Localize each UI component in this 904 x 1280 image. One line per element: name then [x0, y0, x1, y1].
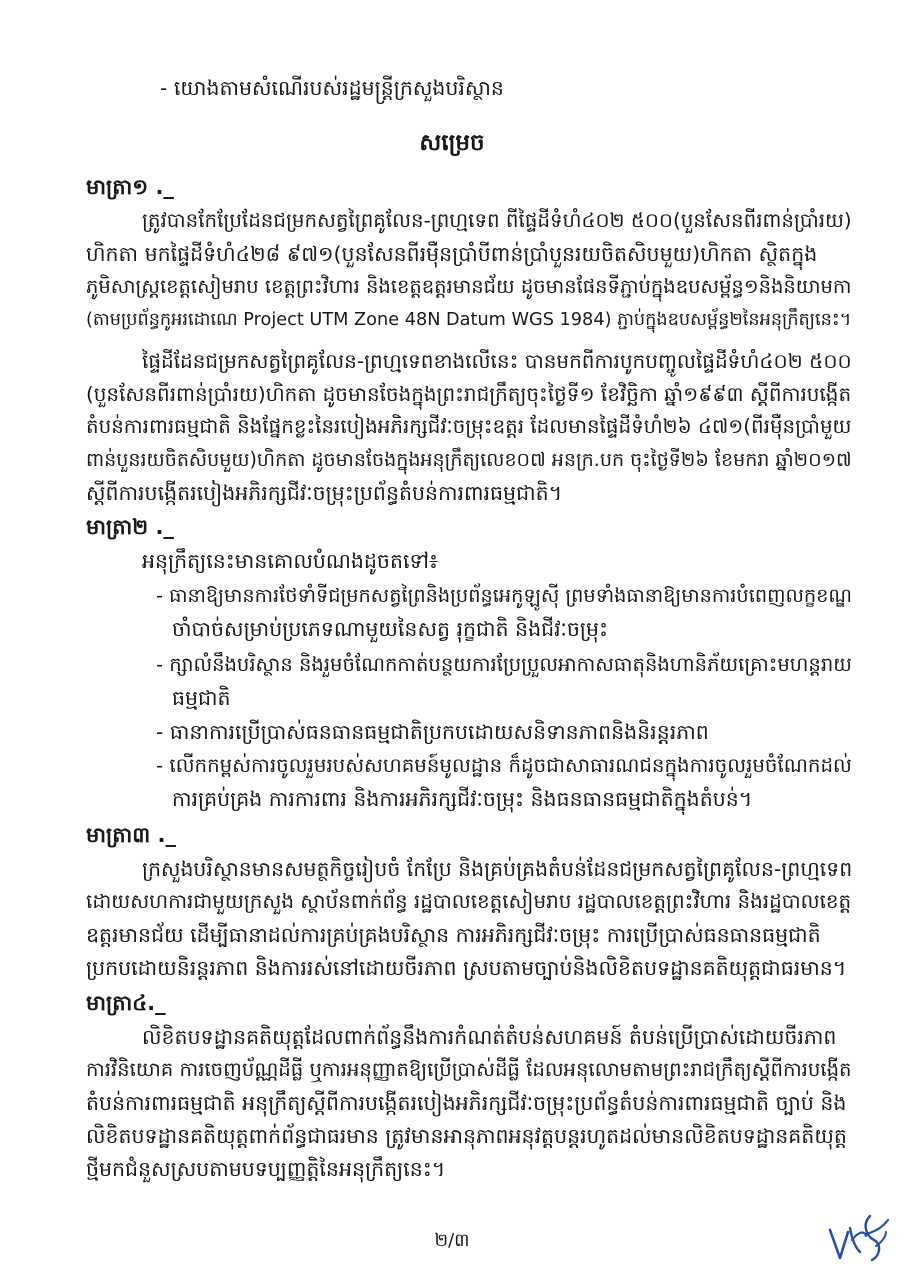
article-2-bullet-line: ការគ្រប់គ្រង ការការពារ និងការអភិរក្សជីវៈចម្រុះ និងធនធានធម្មជាតិក្នុងតំបន់។	[172, 787, 753, 811]
article-2-bullet-line: ចាំបាច់សម្រាប់ប្រភេទណាមួយនៃសត្វ រុក្ខជាតិ និងជីវៈចម្រុះ	[172, 617, 608, 641]
article-2-bullet-line: - ក្សាលំនឹងបរិស្ថាន និងរួមចំណែកកាត់បន្ថយការប្រែប្រួលអាកាសធាតុនិងហានិភ័យគ្រោះមហន្តរាយ	[156, 653, 852, 676]
article-1-heading: មាត្រា១ ._	[86, 175, 174, 199]
article-4-text-line: តំបន់ការពារធម្មជាតិ អនុក្រឹត្យស្តីពីការបង្កើតរបៀងអភិរក្សជីវៈចម្រុះប្រព័ន្ធតំបន់ការពារធម្មជាតិ ច្បាប់ និង	[86, 1091, 847, 1115]
page-number: ២/៣	[434, 1230, 470, 1251]
preamble-line: - យោងតាមសំណើរបស់រដ្ឋមន្ត្រីក្រសួងបរិស្ថាន	[160, 76, 504, 100]
article-4-text-line: លិខិតបទដ្ឋានគតិយុត្តពាក់ព័ន្ធជាធរមាន ត្រូវមានអានុភាពអនុវត្តបន្តរហូតដល់មានលិខិតបទដ្ឋានគតិយុត្ត	[86, 1124, 847, 1148]
article-3-text-line: ឧត្តរមានជ័យ ដើម្បីធានាដល់ការគ្រប់គ្រងបរិស្ថាន ការអភិរក្សជីវៈចម្រុះ ការប្រើប្រាស់ធនធានធម្មជាតិ	[86, 923, 821, 947]
article-1-text-line: (តាមប្រព័ន្ធកូអរដោណេ Project UTM Zone 48N Datum WGS 1984) ភ្ជាប់ក្នុងឧបសម្ព័ន្ធ២នៃអនុក្រឹត្យនេះ។	[86, 310, 852, 330]
decision-title: សម្រេច	[419, 130, 485, 156]
article-2-intro: អនុក្រឹត្យនេះមានគោលបំណងដូចតទៅ៖	[142, 549, 438, 573]
article-4-heading: មាត្រា៤._	[86, 991, 166, 1015]
article-1-text-line: (បួនសែនពីរពាន់ប្រាំរយ)ហិកតា ដូចមានចែងក្នុងព្រះរាជក្រឹត្យចុះថ្ងៃទី១ ខែវិច្ឆិកា ឆ្នាំ១៩៩៣ ស្តីពីការបង្កើត	[86, 382, 852, 406]
article-4-text-line: លិខិតបទដ្ឋានគតិយុត្តដែលពាក់ព័ន្ធនឹងការកំណត់តំបន់សហគមន៍ តំបន់ប្រើប្រាស់ដោយចីរភាព	[142, 1025, 837, 1049]
article-1-text-line: តំបន់ការពារធម្មជាតិ និងផ្នែកខ្លះនៃរបៀងអភិរក្សជីវៈចម្រុះឧត្តរ ដែលមានផ្ទៃដីទំហំ២៦ ៤៧១(ពីរម៉ឺនប្រាំមួយ	[86, 415, 852, 438]
article-2-bullet-line: - ធានាឱ្យមានការថែទាំទីជម្រកសត្វព្រៃនិងប្រព័ន្ធអេកូឡូស៊ី ព្រមទាំងធានាឱ្យមានការបំពេញលក្ខខណ្ឌ	[156, 584, 853, 607]
article-1-text-line: ត្រូវបានកែប្រែដែនជម្រកសត្វព្រៃគូលែន-ព្រហ្មទេព ពីផ្ទៃដីទំហំ៤០២ ៥០០(បួនសែនពីរពាន់ប្រាំរយ)	[142, 209, 852, 232]
article-1-text-line: ផ្ទៃដីដែនជម្រកសត្វព្រៃគូលែន-ព្រហ្មទេពខាងលើនេះ បានមកពីការបូកបញ្ចូលផ្ទៃដីទំហំ៤០២ ៥០០	[142, 349, 852, 373]
article-1-text-line: ស្តីពីការបង្កើតរបៀងអភិរក្សជីវៈចម្រុះប្រព័ន្ធតំបន់ការពារធម្មជាតិ។	[86, 481, 563, 505]
article-3-heading: មាត្រា៣ ._	[86, 823, 176, 847]
article-1-text-line: ភូមិសាស្ត្រខេត្តសៀមរាប ខេត្តព្រះវិហារ និងខេត្តឧត្តរមានជ័យ ដូចមានផែនទីភ្ជាប់ក្នុងឧបសម្ព័ន្ធ១និងនិយាមកា	[86, 275, 852, 298]
article-1-text-line: ពាន់បួនរយចិតសិបមួយ)ហិកតា ដូចមានចែងក្នុងអនុក្រឹត្យលេខ០៧ អនក្រ.បក ចុះថ្ងៃទី២៦ ខែមករា ឆ្នាំ២០១៧	[86, 449, 852, 471]
signature-initials	[826, 1206, 892, 1266]
article-2-heading: មាត្រា២ ._	[86, 515, 174, 539]
article-4-text-line: ថ្មីមកជំនួសស្របតាមបទប្បញ្ញត្តិនៃអនុក្រឹត្យនេះ។	[86, 1157, 446, 1181]
article-2-bullet-line: ធម្មជាតិ	[172, 686, 231, 710]
article-3-text-line: ក្រសួងបរិស្ថានមានសមត្ថកិច្ចរៀបចំ កែប្រែ និងគ្រប់គ្រងតំបន់ដែនជម្រកសត្វព្រៃគូលែន-ព្រហ្មទេព	[142, 857, 853, 881]
article-1-text-line: ហិកតា មកផ្ទៃដីទំហំ៤២៨ ៩៧១(បួនសែនពីរម៉ឺនប្រាំបីពាន់ប្រាំបួនរយចិតសិបមួយ)ហិកតា ស្ថិតក្នុង	[86, 242, 818, 266]
article-2-bullet-line: - ធានាការប្រើប្រាស់ធនធានធម្មជាតិប្រកបដោយសនិទានភាពនិងនិរន្តរភាព	[156, 720, 709, 744]
article-2-bullet-line: - លើកកម្ពស់ការចូលរួមរបស់សហគមន៍មូលដ្ឋាន ក៏ដូចជាសាធារណជនក្នុងការចូលរួមចំណែកដល់	[156, 754, 852, 777]
article-3-text-line: ប្រកបដោយនិរន្តរភាព និងការរស់នៅដោយចីរភាព ស្របតាមច្បាប់និងលិខិតបទដ្ឋានគតិយុត្តជាធរមាន។	[86, 956, 847, 980]
article-4-text-line: ការវិនិយោគ ការចេញប័ណ្ណដីធ្លី ឬការអនុញ្ញាតឱ្យប្រើប្រាស់ដីធ្លី ដែលអនុលោមតាមព្រះរាជក្រឹត្យស្តីពីការបង្កើត	[86, 1058, 852, 1081]
article-3-text-line: ដោយសហការជាមួយក្រសួង ស្ថាប័នពាក់ព័ន្ធ រដ្ឋបាលខេត្តសៀមរាប រដ្ឋបាលខេត្តព្រះវិហារ និងរដ្ឋបាលខេត្ត	[86, 890, 852, 913]
